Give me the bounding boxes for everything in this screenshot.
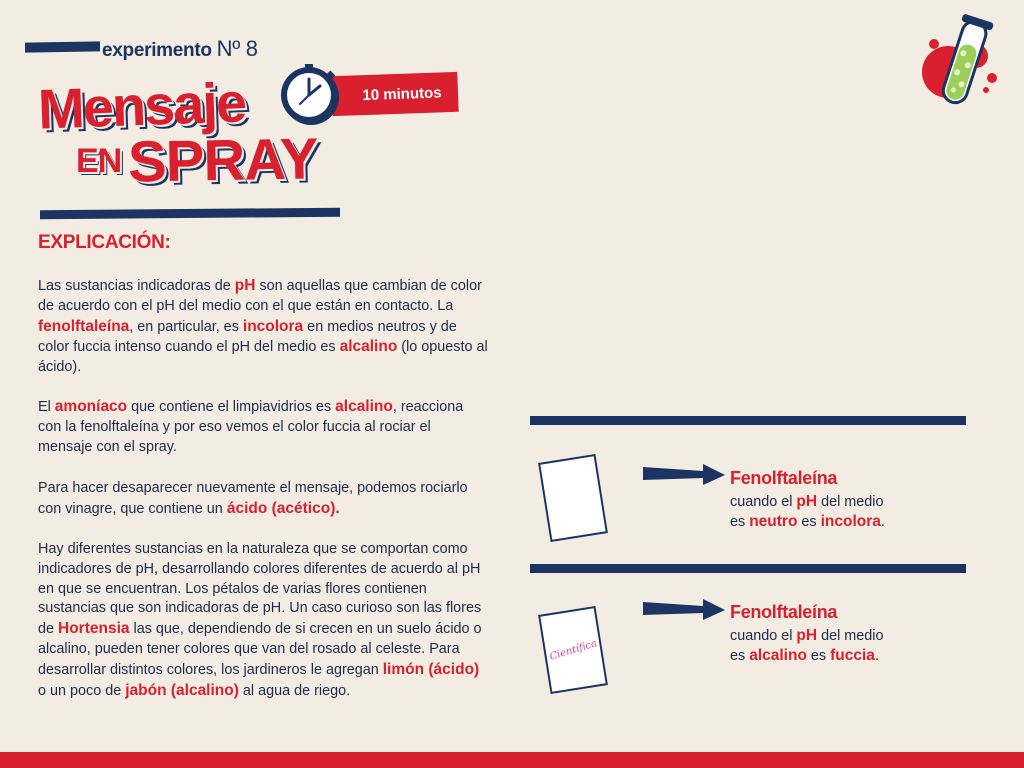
text-run: que contiene el limpiavidrios es [127, 399, 336, 415]
experiment-number: Nº 8 [216, 36, 258, 61]
highlight: alcalino [335, 398, 393, 415]
arrow-right-icon [643, 597, 725, 621]
text-run: cuando el [730, 494, 797, 510]
highlight: incolora [242, 317, 304, 335]
highlight: ácido (acético). [226, 499, 340, 517]
panel-divider-top [530, 416, 966, 425]
explanation-paragraph-3 [38, 479, 488, 520]
text-run: Para hacer desaparecer nuevamente el mensaje, podemos rociarlo con vinagre, que contiene un [38, 480, 468, 517]
text-run: , reacciona con la fenolftaleína y por eso vemos el color fuccia al rociar el mensaje con el spray. [38, 399, 464, 455]
text-run: es [806, 648, 831, 664]
highlight: pH [796, 627, 818, 644]
text-run: es [730, 648, 750, 664]
text-run: , en particular, es [129, 318, 243, 335]
text-run: . [880, 514, 885, 530]
clock-icon [278, 64, 342, 128]
experiment-label [102, 36, 258, 62]
highlight: amoníaco [54, 398, 128, 415]
card-description [730, 626, 970, 666]
message-paper-illustration [538, 606, 608, 694]
highlight: alcalino [339, 338, 398, 356]
experiment-label-text: experimento [102, 40, 212, 61]
text-run: al agua de riego. [238, 682, 351, 699]
duration-badge [331, 72, 458, 116]
highlight: Hortensia [58, 620, 130, 638]
page-title-line-1: Mensaje [36, 70, 247, 141]
explanation-paragraph-4 [38, 540, 488, 701]
blank-paper-illustration [538, 454, 608, 542]
explanation-paragraph-1 [38, 276, 488, 378]
text-run: (lo opuesto al ácido). [38, 339, 488, 376]
duration-text: 10 minutos [362, 83, 442, 104]
highlight: jabón (alcalino) [125, 681, 239, 699]
highlight: pH [796, 493, 818, 510]
text-run: del medio [817, 494, 884, 510]
title-underline [40, 208, 340, 220]
text-run: Las sustancias indicadoras de [38, 278, 235, 294]
text-run: Hay diferentes sustancias en la naturaleza que se comportan como indicadores de pH, desarrollando colores diferentes de acuerdo al pH en que se encuentran. Los pétalos de varias flores contienen sustancias que son indicadoras de pH. Un caso curioso son las flores de [38, 541, 482, 638]
text-run: cuando el [730, 628, 797, 644]
card-title: Fenolftaleína [730, 468, 838, 488]
text-run: es [797, 514, 821, 530]
card-description [730, 492, 970, 532]
text-run: del medio [817, 628, 884, 644]
explanation-heading: EXPLICACIÓN: [38, 232, 171, 253]
footer-bar [0, 752, 1024, 768]
arrow-right-icon [643, 462, 725, 486]
paper-message-text: Científica [548, 637, 598, 663]
text-run: o un poco de [38, 682, 126, 699]
highlight: fenolftaleína [38, 317, 130, 335]
highlight: fuccia [830, 647, 875, 664]
highlight: limón (ácido) [382, 660, 480, 678]
highlight: alcalino [749, 647, 807, 664]
text-run: en medios neutros y de color fuccia intenso cuando el pH del medio es [38, 318, 457, 356]
text-run: es [730, 514, 750, 530]
card-title: Fenolftaleína [730, 602, 838, 622]
text-run: . [874, 648, 879, 664]
highlight: neutro [749, 513, 798, 530]
explanation-paragraph-2 [38, 397, 488, 457]
text-run: El [38, 399, 55, 415]
highlight: pH [234, 277, 256, 294]
page-title-spray: SPRAY [127, 126, 319, 195]
header-decor-bar [25, 41, 100, 52]
panel-divider-middle [530, 564, 966, 573]
highlight: incolora [820, 513, 881, 530]
page-title-en: EN [76, 142, 122, 180]
text-run: son aquellas que cambian de color de acuerdo con el pH del medio con el que están en contacto. La [38, 278, 482, 314]
text-run: las que, dependiendo de si crecen en un suelo ácido o alcalino, pueden tener colores que van del rosado al celeste. Para desarrollar distintos colores, los jardineros le agregan [38, 621, 482, 678]
test-tube-icon [918, 14, 1004, 114]
